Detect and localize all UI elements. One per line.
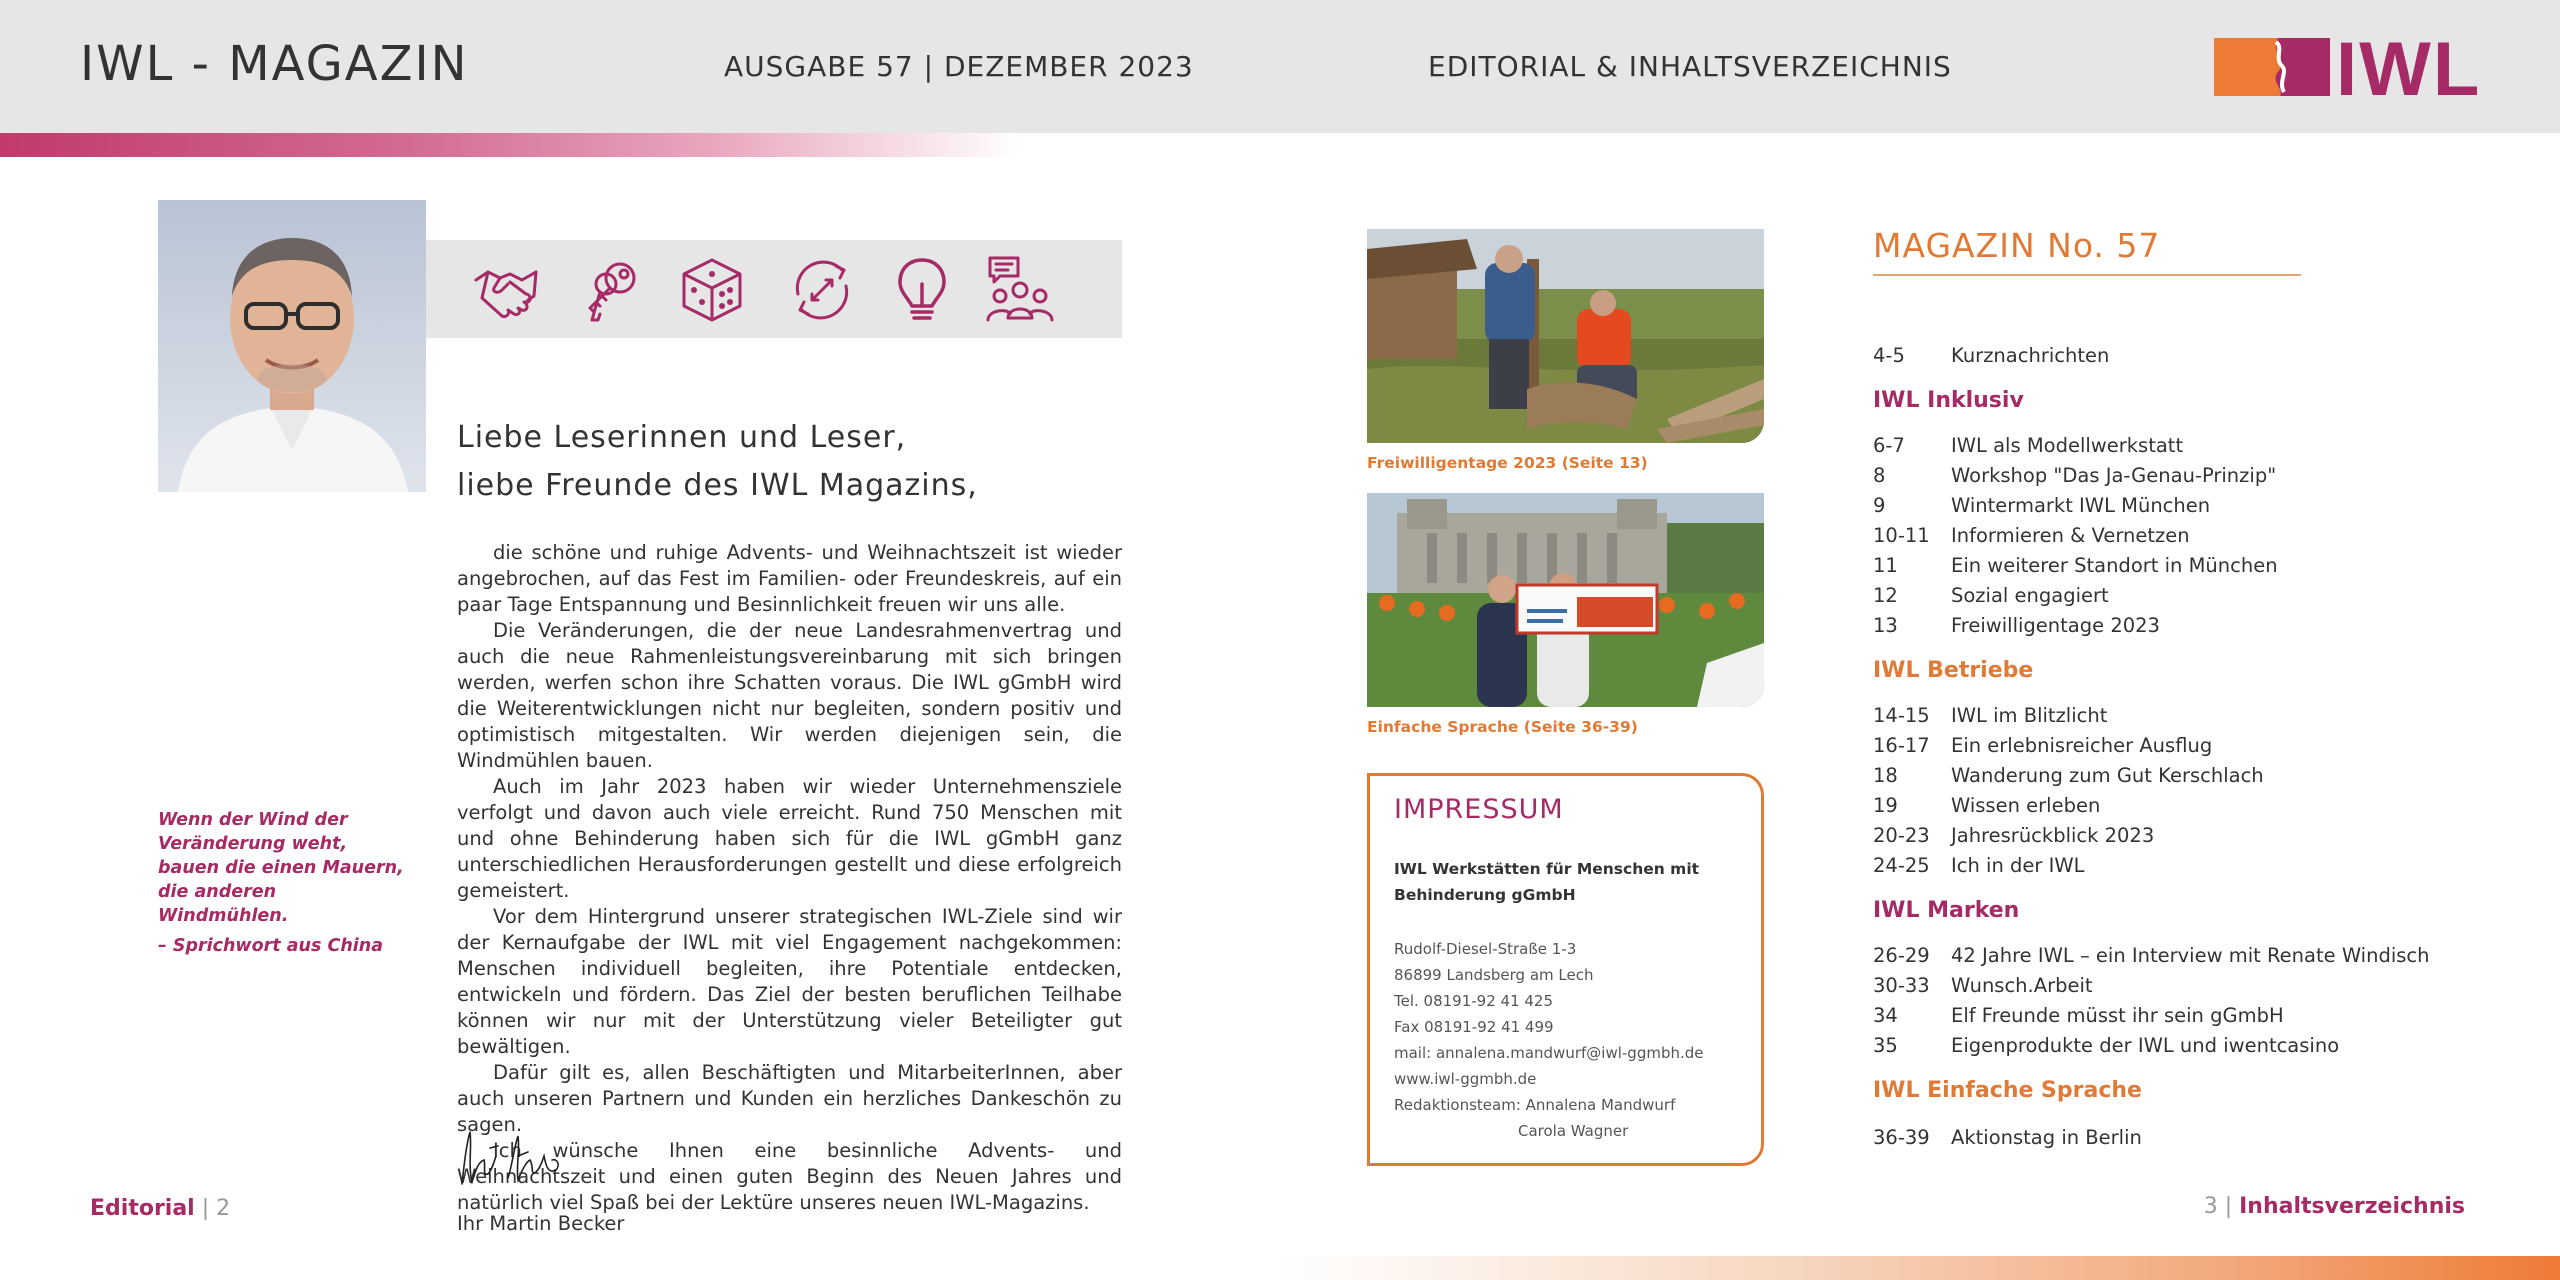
handwritten-signature <box>456 1126 566 1192</box>
handshake-icon <box>472 254 544 326</box>
toc-page: 34 <box>1873 1004 1898 1027</box>
editorial-paragraph: die schöne und ruhige Advents- und Weihnachtszeit ist wieder angebrochen, auf das Fest im Familien- oder Freundeskreis, auf ein paar Tage Entspannung und Besinnlichkeit freuen wir uns alle. <box>457 541 1122 616</box>
signature-name: Ihr Martin Becker <box>457 1212 625 1235</box>
toc-page: 24-25 <box>1873 854 1930 877</box>
toc-page: 11 <box>1873 554 1898 577</box>
toc-page: 36-39 <box>1873 1126 1930 1149</box>
toc-entry-title: Wunsch.Arbeit <box>1951 974 2093 997</box>
toc-page: 14-15 <box>1873 704 1930 727</box>
toc-entry[interactable] <box>1873 1004 2284 1027</box>
issue-label: AUSGABE 57 | DEZEMBER 2023 <box>724 50 1194 83</box>
editorial-paragraph: Dafür gilt es, allen Beschäftigten und MitarbeiterInnen, aber auch unseren Partnern und Kunden ein herzliches Dankeschön zu sagen. <box>457 1061 1122 1136</box>
toc-entry[interactable] <box>1873 344 2109 367</box>
toc-entry[interactable] <box>1873 974 2093 997</box>
toc-entry-title: Wanderung zum Gut Kerschlach <box>1951 764 2264 787</box>
toc-page: 19 <box>1873 794 1898 817</box>
editorial-greeting <box>457 414 978 510</box>
editorial-paragraph: Auch im Jahr 2023 haben wir wieder Unternehmensziele verfolgt und davon auch viele erreicht. Rund 750 Menschen mit und ohne Behinderung haben sich für die IWL gGmbH ganz unterschiedlichen Herausforderungen gestellt und diese erfolgreich gemeistert. <box>457 775 1122 902</box>
magazine-title: IWL - MAGAZIN <box>80 36 469 92</box>
toc-entry-title: Wissen erleben <box>1951 794 2101 817</box>
toc-title-rule <box>1873 274 2301 276</box>
logo-text: IWL <box>2336 27 2482 112</box>
toc-page: 30-33 <box>1873 974 1930 997</box>
cycle-arrows-icon <box>786 254 858 326</box>
header-gradient-stripe <box>0 133 1020 157</box>
group-chat-icon <box>984 254 1056 326</box>
footer-page-number: 3 <box>2203 1194 2218 1219</box>
toc-entry[interactable] <box>1873 1034 2339 1057</box>
toc-page: 16-17 <box>1873 734 1930 757</box>
toc-entry[interactable] <box>1873 944 2429 967</box>
lightbulb-icon <box>886 254 958 326</box>
footer-page-number: 2 <box>216 1196 231 1221</box>
editorial-paragraph: Vor dem Hintergrund unserer strategischen IWL-Ziele sind wir der Kernaufgabe der IWL mit viel Engagement nachgekommen: Menschen individuell begleiten, ihre Potentiale entdecken, entwickeln und fördern. Das Ziel der besten beruflichen Teilhabe können wir nur mit der Unterstützung vieler Beteiligter gut bewältigen. <box>457 905 1122 1058</box>
icon-band <box>426 240 1122 338</box>
iwl-logo <box>2214 27 2482 112</box>
impressum-fax: Fax 08191-92 41 499 <box>1394 1018 1554 1036</box>
toc-entry-title: Sozial engagiert <box>1951 584 2109 607</box>
footer-separator: | <box>194 1196 217 1221</box>
toc-entry[interactable] <box>1873 764 2264 787</box>
toc-entry[interactable] <box>1873 824 2154 847</box>
quote-text: Wenn der Wind der Veränderung weht, bauen die einen Mauern, die anderen Windmühlen. <box>158 810 404 926</box>
footer-section-name: Inhaltsverzeichnis <box>2239 1194 2465 1219</box>
toc-page: 13 <box>1873 614 1898 637</box>
footer-separator: | <box>2217 1194 2240 1219</box>
impressum-tel: Tel. 08191-92 41 425 <box>1394 992 1554 1010</box>
toc-entry-title: Ein weiterer Standort in München <box>1951 554 2278 577</box>
toc-page: 35 <box>1873 1034 1898 1057</box>
toc-page: 26-29 <box>1873 944 1930 967</box>
impressum-title: IMPRESSUM <box>1394 794 1564 825</box>
footer-section-name: Editorial <box>90 1196 195 1221</box>
greeting-line-1: Liebe Leserinnen und Leser, <box>457 420 907 455</box>
toc-page: 8 <box>1873 464 1886 487</box>
toc-entry[interactable] <box>1873 524 2190 547</box>
impressum-street: Rudolf-Diesel-Straße 1-3 <box>1394 940 1577 958</box>
impressum-mail[interactable]: mail: annalena.mandwurf@iwl-ggmbh.de <box>1394 1044 1704 1062</box>
photo-caption: Einfache Sprache (Seite 36-39) <box>1367 718 1638 736</box>
impressum-web[interactable]: www.iwl-ggmbh.de <box>1394 1070 1537 1088</box>
photo-caption: Freiwilligentage 2023 (Seite 13) <box>1367 454 1648 472</box>
toc-entry[interactable] <box>1873 554 2278 577</box>
toc-entry-title: 42 Jahre IWL – ein Interview mit Renate Windisch <box>1951 944 2430 967</box>
toc-entry[interactable] <box>1873 584 2109 607</box>
toc-page: 9 <box>1873 494 1886 517</box>
toc-title: MAGAZIN No. 57 <box>1873 226 2161 265</box>
impressum-details <box>1394 936 1704 1144</box>
toc-entry-title: Ein erlebnisreicher Ausflug <box>1951 734 2213 757</box>
toc-entry-title: Ich in der IWL <box>1951 854 2085 877</box>
toc-entry[interactable] <box>1873 854 2085 877</box>
footer-left <box>90 1196 230 1221</box>
toc-entry[interactable] <box>1873 794 2100 817</box>
toc-page: 18 <box>1873 764 1898 787</box>
toc-entry-title: Freiwilligentage 2023 <box>1951 614 2160 637</box>
toc-page: 20-23 <box>1873 824 1930 847</box>
footer-gradient-stripe <box>1280 1256 2560 1280</box>
toc-section-heading: IWL Marken <box>1873 898 2020 923</box>
editorial-paragraph: Die Veränderungen, die der neue Landesrahmenvertrag und auch die neue Rahmenleistungsvereinbarung mit sich bringen werden, werfen schon ihre Schatten voraus. Die IWL gGmbH wird die Weiterentwicklungen nicht nur begleiten, sondern positiv und optimistisch mitgestalten. Wir werden diejenigen sein, die Windmühlen bauen. <box>457 619 1122 772</box>
toc-entry-title: Wintermarkt IWL München <box>1951 494 2211 517</box>
toc-page: 4-5 <box>1873 344 1905 367</box>
impressum-city: 86899 Landsberg am Lech <box>1394 966 1594 984</box>
toc-entry-title: Jahresrückblick 2023 <box>1951 824 2155 847</box>
toc-entry-title: Aktionstag in Berlin <box>1951 1126 2142 1149</box>
toc-entry[interactable] <box>1873 494 2210 517</box>
toc-section-heading: IWL Inklusiv <box>1873 388 2024 413</box>
page-header <box>0 0 2560 133</box>
toc-entry[interactable] <box>1873 1126 2142 1149</box>
logo-mark-icon <box>2214 38 2330 96</box>
photo-volunteer-day <box>1367 229 1764 443</box>
toc-entry-title: Workshop "Das Ja-Genau-Prinzip" <box>1951 464 2277 487</box>
toc-page: 10-11 <box>1873 524 1930 547</box>
impressum-box <box>1367 773 1764 1166</box>
keys-icon <box>576 254 648 326</box>
footer-right <box>2204 1194 2465 1219</box>
section-label: EDITORIAL & INHALTSVERZEICHNIS <box>1428 50 1952 83</box>
toc-entry-title: Kurznachrichten <box>1951 344 2110 367</box>
author-portrait <box>158 200 426 492</box>
toc-entry-title: Elf Freunde müsst ihr sein gGmbH <box>1951 1004 2284 1027</box>
toc-entry-title: Informieren & Vernetzen <box>1951 524 2190 547</box>
toc-section-heading: IWL Einfache Sprache <box>1873 1078 2142 1103</box>
greeting-line-2: liebe Freunde des IWL Magazins, <box>457 468 978 503</box>
photo-berlin-action-day <box>1367 493 1764 707</box>
quote-source: – Sprichwort aus China <box>158 936 384 956</box>
toc-entry-title: Eigenprodukte der IWL und iwentcasino <box>1951 1034 2340 1057</box>
toc-entry-title: IWL im Blitzlicht <box>1951 704 2108 727</box>
editorial-body <box>457 540 1122 1216</box>
toc-section-heading: IWL Betriebe <box>1873 658 2034 683</box>
toc-page: 6-7 <box>1873 434 1905 457</box>
impressum-team: Redaktionsteam: Annalena Mandwurf <box>1394 1096 1676 1114</box>
impressum-team-2: Carola Wagner <box>1518 1122 1629 1140</box>
editorial-paragraph: Ich wünsche Ihnen eine besinnliche Advents- und Weihnachtszeit und einen guten Beginn des Neuen Jahres und natürlich viel Spaß bei der Lektüre unseres neuen IWL-Magazins. <box>457 1139 1122 1214</box>
toc-entry[interactable] <box>1873 434 2183 457</box>
toc-page: 12 <box>1873 584 1898 607</box>
toc-entry[interactable] <box>1873 704 2107 727</box>
toc-entry[interactable] <box>1873 734 2212 757</box>
dice-icon <box>676 254 748 326</box>
toc-entry[interactable] <box>1873 614 2160 637</box>
pull-quote <box>158 808 408 958</box>
toc-entry-title: IWL als Modellwerkstatt <box>1951 434 2184 457</box>
toc-entry[interactable] <box>1873 464 2276 487</box>
impressum-company: IWL Werkstätten für Menschen mit Behinderung gGmbH <box>1394 860 1700 904</box>
